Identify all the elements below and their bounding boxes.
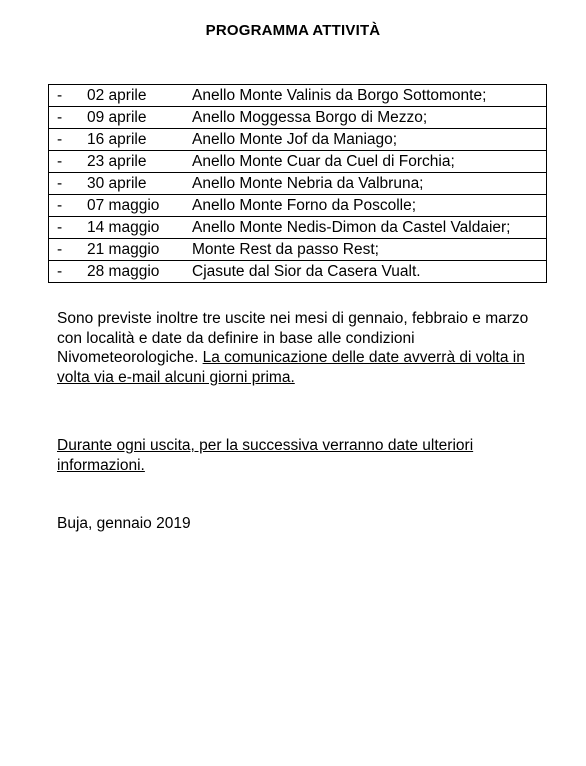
activity-date: 30 aprile [87, 173, 192, 195]
activity-schedule-table [48, 84, 547, 283]
activity-date: 14 maggio [87, 217, 192, 239]
additional-outings-paragraph [57, 309, 535, 387]
bullet-dash: - [49, 195, 88, 217]
bullet-dash: - [49, 261, 88, 283]
activity-date: 16 aprile [87, 129, 192, 151]
activity-description: Cjasute dal Sior da Casera Vualt. [192, 261, 547, 283]
bullet-dash: - [49, 107, 88, 129]
additional-outings-text: Sono previste inoltre tre uscite nei mesi di gennaio, febbraio e marzo con località e date da definire in base alle condizioni Nivometeorologiche. [57, 310, 529, 366]
page-title: PROGRAMMA ATTIVITÀ [205, 22, 381, 39]
activity-description: Anello Monte Valinis da Borgo Sottomonte; [192, 85, 547, 107]
activity-description: Anello Monte Cuar da Cuel di Forchia; [192, 151, 547, 173]
activity-date: 07 maggio [87, 195, 192, 217]
activity-description: Monte Rest da passo Rest; [192, 239, 547, 261]
table-row [49, 151, 547, 173]
activity-date: 28 maggio [87, 261, 192, 283]
date-communication-notice: La comunicazione delle date avverrà di volta in volta via e-mail alcuni giorni prima. [57, 349, 525, 386]
table-row [49, 129, 547, 151]
activity-date: 02 aprile [87, 85, 192, 107]
bullet-dash: - [49, 151, 88, 173]
further-info-notice: Durante ogni uscita, per la successiva verranno date ulteriori informazioni. [57, 437, 474, 474]
bullet-dash: - [49, 129, 88, 151]
table-row [49, 195, 547, 217]
bullet-dash: - [49, 85, 88, 107]
bullet-dash: - [49, 239, 88, 261]
further-info-paragraph [57, 436, 535, 475]
table-row [49, 239, 547, 261]
activity-description: Anello Monte Nebria da Valbruna; [192, 173, 547, 195]
activity-description: Anello Monte Nedis-Dimon da Castel Valdaier; [192, 217, 547, 239]
table-row [49, 217, 547, 239]
table-row [49, 173, 547, 195]
table-row [49, 107, 547, 129]
place-and-date: Buja, gennaio 2019 [57, 515, 191, 532]
activity-description: Anello Monte Forno da Poscolle; [192, 195, 547, 217]
bullet-dash: - [49, 217, 88, 239]
activity-date: 09 aprile [87, 107, 192, 129]
activity-date: 23 aprile [87, 151, 192, 173]
activity-description: Anello Moggessa Borgo di Mezzo; [192, 107, 547, 129]
bullet-dash: - [49, 173, 88, 195]
table-row [49, 85, 547, 107]
activity-date: 21 maggio [87, 239, 192, 261]
table-row [49, 261, 547, 283]
activity-description: Anello Monte Jof da Maniago; [192, 129, 547, 151]
